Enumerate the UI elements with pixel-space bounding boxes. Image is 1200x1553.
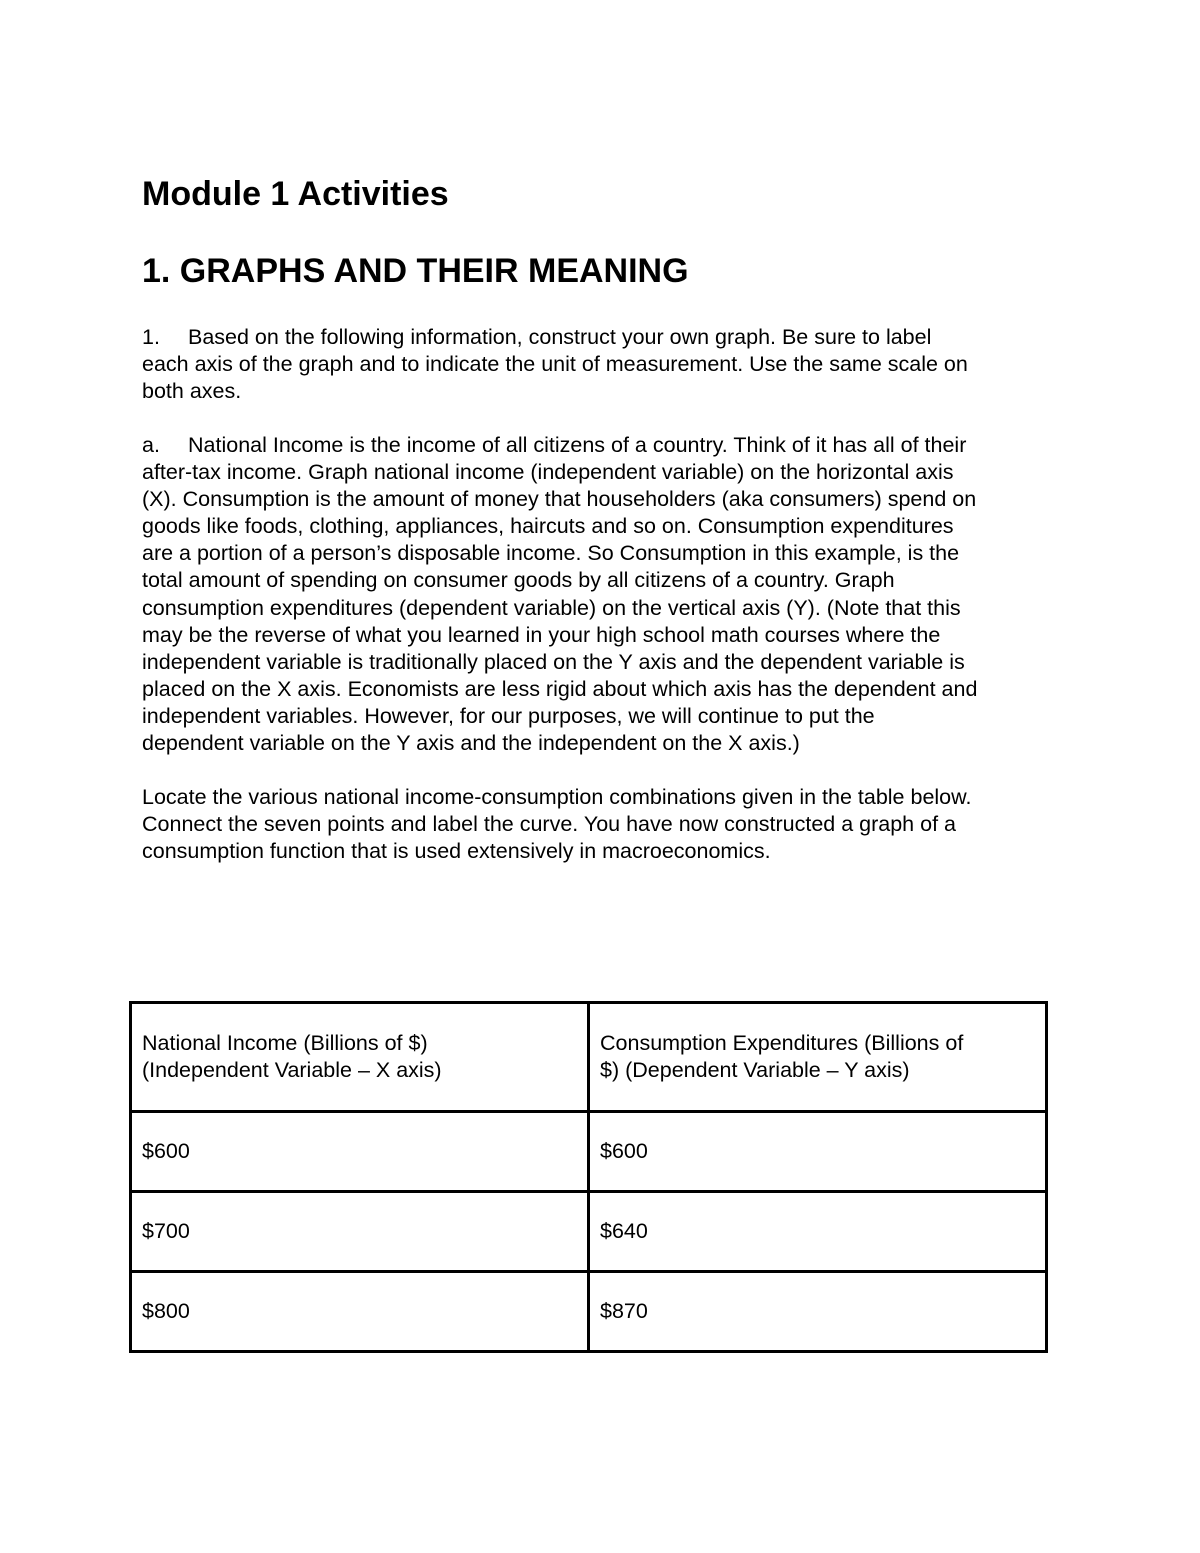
paragraph-line: both axes. bbox=[142, 379, 242, 404]
paragraph-line bbox=[142, 432, 1072, 459]
consumption-cell: $600 bbox=[589, 1112, 1047, 1192]
table-header-row bbox=[131, 1003, 1047, 1112]
consumption-cell: $640 bbox=[589, 1192, 1047, 1272]
paragraph-line: each axis of the graph and to indicate the unit of measurement. Use the same scale on bbox=[142, 352, 968, 377]
document-title: Module 1 Activities bbox=[142, 175, 449, 213]
paragraph-line: are a portion of a person’s disposable income. So Consumption in this example, is the bbox=[142, 541, 960, 566]
section-heading: 1. GRAPHS AND THEIR MEANING bbox=[142, 252, 689, 290]
paragraph-line: dependent variable on the Y axis and the independent on the X axis.) bbox=[142, 731, 800, 756]
header-text: (Independent Variable – X axis) bbox=[142, 1058, 442, 1082]
paragraph-line: consumption expenditures (dependent variable) on the vertical axis (Y). (Note that this bbox=[142, 595, 961, 620]
national-income-cell: $700 bbox=[131, 1192, 589, 1272]
table-row bbox=[131, 1192, 1047, 1272]
instruction-paragraph bbox=[142, 324, 1072, 405]
paragraph-text: Based on the following information, construct your own graph. Be sure to label bbox=[188, 325, 932, 349]
header-consumption-expenditures bbox=[589, 1003, 1047, 1112]
paragraph-line: consumption function that is used extensively in macroeconomics. bbox=[142, 839, 771, 864]
paragraph-line: Connect the seven points and label the curve. You have now constructed a graph of a bbox=[142, 812, 956, 837]
income-consumption-table bbox=[129, 1001, 1048, 1353]
paragraph-line: independent variables. However, for our purposes, we will continue to put the bbox=[142, 703, 875, 728]
header-text: $) (Dependent Variable – Y axis) bbox=[600, 1058, 910, 1082]
paragraph-line: Locate the various national income-consumption combinations given in the table below. bbox=[142, 785, 972, 809]
paragraph-line: (X). Consumption is the amount of money that householders (aka consumers) spend on bbox=[142, 487, 977, 512]
list-letter: a. bbox=[142, 433, 160, 457]
paragraph-line: may be the reverse of what you learned in your high school math courses where the bbox=[142, 622, 941, 647]
paragraph-line: independent variable is traditionally placed on the Y axis and the dependent variable is bbox=[142, 649, 965, 674]
paragraph-line: goods like foods, clothing, appliances, haircuts and so on. Consumption expenditures bbox=[142, 514, 954, 539]
paragraph-line bbox=[142, 324, 1072, 351]
national-income-cell: $800 bbox=[131, 1272, 589, 1352]
national-income-cell: $600 bbox=[131, 1112, 589, 1192]
paragraph-line: after-tax income. Graph national income (independent variable) on the horizontal axis bbox=[142, 460, 954, 485]
header-text: Consumption Expenditures (Billions of bbox=[600, 1030, 964, 1055]
paragraph-line: total amount of spending on consumer goods by all citizens of a country. Graph bbox=[142, 568, 895, 593]
table-row bbox=[131, 1112, 1047, 1192]
header-national-income bbox=[131, 1003, 589, 1112]
table-row bbox=[131, 1272, 1047, 1352]
header-text: National Income (Billions of $) bbox=[142, 1030, 428, 1055]
list-number: 1. bbox=[142, 325, 160, 349]
task-paragraph bbox=[142, 784, 1072, 865]
paragraph-line: placed on the X axis. Economists are less rigid about which axis has the dependent and bbox=[142, 676, 978, 701]
paragraph-text: National Income is the income of all citizens of a country. Think of it has all of their bbox=[188, 433, 967, 457]
explanation-paragraph bbox=[142, 432, 1072, 757]
consumption-cell: $870 bbox=[589, 1272, 1047, 1352]
